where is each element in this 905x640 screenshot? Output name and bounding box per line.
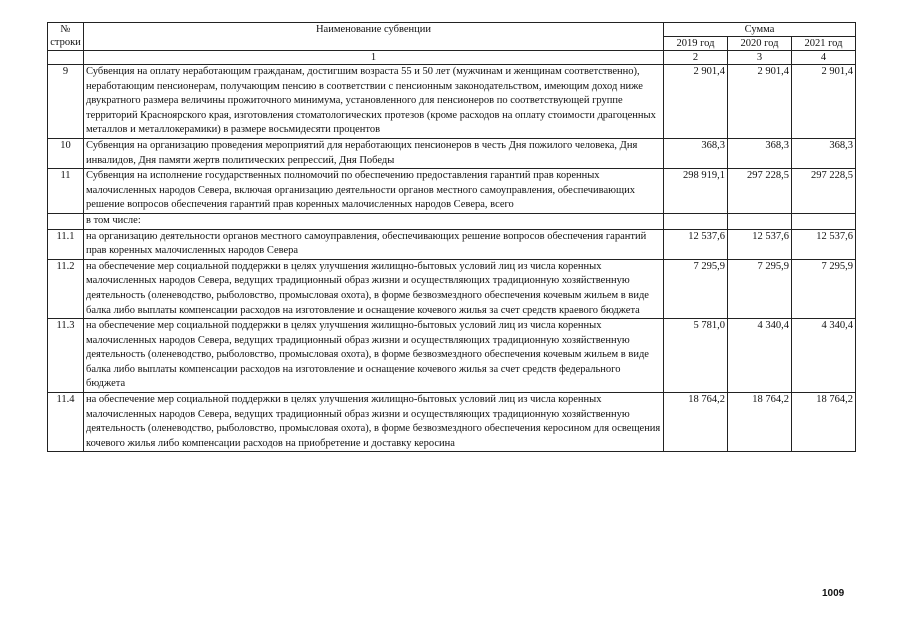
- amount-2021: 4 340,4: [792, 319, 856, 393]
- header-row-number: [48, 23, 84, 51]
- row-number: 10: [48, 138, 84, 168]
- amount-2021: 7 295,9: [792, 259, 856, 318]
- table-row: [48, 229, 856, 259]
- amount-2020: 4 340,4: [728, 319, 792, 393]
- row-number: 11.1: [48, 229, 84, 259]
- page-number: 1009: [822, 588, 845, 599]
- amount-2021: 2 901,4: [792, 65, 856, 139]
- amount-2019: 5 781,0: [664, 319, 728, 393]
- column-number-1: 1: [84, 51, 664, 65]
- row-name: Субвенция на оплату неработающим гражданам, достигшим возраста 55 и 50 лет (мужчинам и женщинам соответственно), неработающим пенсионерам, получающим пенсию в соответствии с пенсионным законодательством, имеющим доход ниже двукратного размера величины прожиточного минимума, установленного для пенсионеров по соответствующей группе территорий Красноярского края, изготовления стоматологических протезов (кроме расходов на оплату стоимости драгоценных металлов и металлокерамики) в размере восьмидесяти процентов: [84, 65, 664, 139]
- row-number: 11.3: [48, 319, 84, 393]
- amount-2019: 368,3: [664, 138, 728, 168]
- header-year-2019: 2019 год: [664, 37, 728, 51]
- amount-2020: [728, 213, 792, 229]
- row-name: на обеспечение мер социальной поддержки в целях улучшения жилищно-бытовых условий лиц из числа коренных малочисленных народов Севера, ведущих традиционный образ жизни и осуществляющих традиционную хозяйственную деятельность (оленеводство, рыболовство, промысловая охота), в форме безвозмездного обеспечения кочевым жильем в виде балка либо выплаты компенсации расходов на изготовление и оснащение кочевого жилья за счет средств краевого бюджета: [84, 259, 664, 318]
- row-name: на обеспечение мер социальной поддержки в целях улучшения жилищно-бытовых условий лиц из числа коренных малочисленных народов Севера, ведущих традиционный образ жизни и осуществляющих традиционную хозяйственную деятельность (оленеводство, рыболовство, промысловая охота), в форме безвозмездного обеспечения керосином для освещения кочевого жилья либо компенсации расходов на приобретение и доставку керосина: [84, 393, 664, 452]
- column-number-4: 4: [792, 51, 856, 65]
- amount-2020: 18 764,2: [728, 393, 792, 452]
- row-number: 11.2: [48, 259, 84, 318]
- amount-2020: 7 295,9: [728, 259, 792, 318]
- amount-2019: 298 919,1: [664, 169, 728, 214]
- amount-2019: 18 764,2: [664, 393, 728, 452]
- amount-2020: 368,3: [728, 138, 792, 168]
- column-number-empty: [48, 51, 84, 65]
- row-name: Субвенция на исполнение государственных полномочий по обеспечению предоставления гарантий прав коренных малочисленных народов Севера, включая организацию деятельности органов местного самоуправления, обеспечивающих решение вопросов обеспечения гарантий прав коренных малочисленных народов Севера, всего: [84, 169, 664, 214]
- header-row-number-line1: №: [60, 24, 71, 35]
- row-number: 9: [48, 65, 84, 139]
- amount-2019: [664, 213, 728, 229]
- amount-2020: 297 228,5: [728, 169, 792, 214]
- row-number: 11.4: [48, 393, 84, 452]
- subvention-table: [47, 22, 856, 452]
- row-name: на обеспечение мер социальной поддержки в целях улучшения жилищно-бытовых условий лиц из числа коренных малочисленных народов Севера, ведущих традиционный образ жизни и осуществляющих традиционную хозяйственную деятельность (оленеводство, рыболовство, промысловая охота), в форме безвозмездного обеспечения кочевым жильем в виде балка либо выплаты компенсации расходов на изготовление и оснащение кочевого жилья за счет средств федерального бюджета: [84, 319, 664, 393]
- header-year-2020: 2020 год: [728, 37, 792, 51]
- header-year-2021: 2021 год: [792, 37, 856, 51]
- header-subvention-name: Наименование субвенции: [84, 23, 664, 51]
- amount-2021: 18 764,2: [792, 393, 856, 452]
- table-row: [48, 65, 856, 139]
- row-number: [48, 213, 84, 229]
- amount-2019: 12 537,6: [664, 229, 728, 259]
- row-number: 11: [48, 169, 84, 214]
- amount-2021: 368,3: [792, 138, 856, 168]
- column-numbers-row: [48, 51, 856, 65]
- row-name: Субвенция на организацию проведения мероприятий для неработающих пенсионеров в честь Дня пожилого человека, Дня инвалидов, Дня памяти жертв политических репрессий, Дня Победы: [84, 138, 664, 168]
- column-number-2: 2: [664, 51, 728, 65]
- amount-2021: [792, 213, 856, 229]
- table-row: [48, 169, 856, 214]
- amount-2021: 12 537,6: [792, 229, 856, 259]
- table-row: [48, 319, 856, 393]
- header-sum: Сумма: [664, 23, 856, 37]
- amount-2019: 2 901,4: [664, 65, 728, 139]
- amount-2020: 12 537,6: [728, 229, 792, 259]
- table-row: [48, 138, 856, 168]
- amount-2019: 7 295,9: [664, 259, 728, 318]
- column-number-3: 3: [728, 51, 792, 65]
- row-name: на организацию деятельности органов местного самоуправления, обеспечивающих решение вопросов обеспечения гарантий прав коренных малочисленных народов Севера: [84, 229, 664, 259]
- table-header-row: [48, 23, 856, 37]
- row-name: в том числе:: [84, 213, 664, 229]
- amount-2021: 297 228,5: [792, 169, 856, 214]
- table-row: [48, 259, 856, 318]
- header-row-number-line2: строки: [50, 37, 81, 48]
- amount-2020: 2 901,4: [728, 65, 792, 139]
- table-row: [48, 213, 856, 229]
- table-row: [48, 393, 856, 452]
